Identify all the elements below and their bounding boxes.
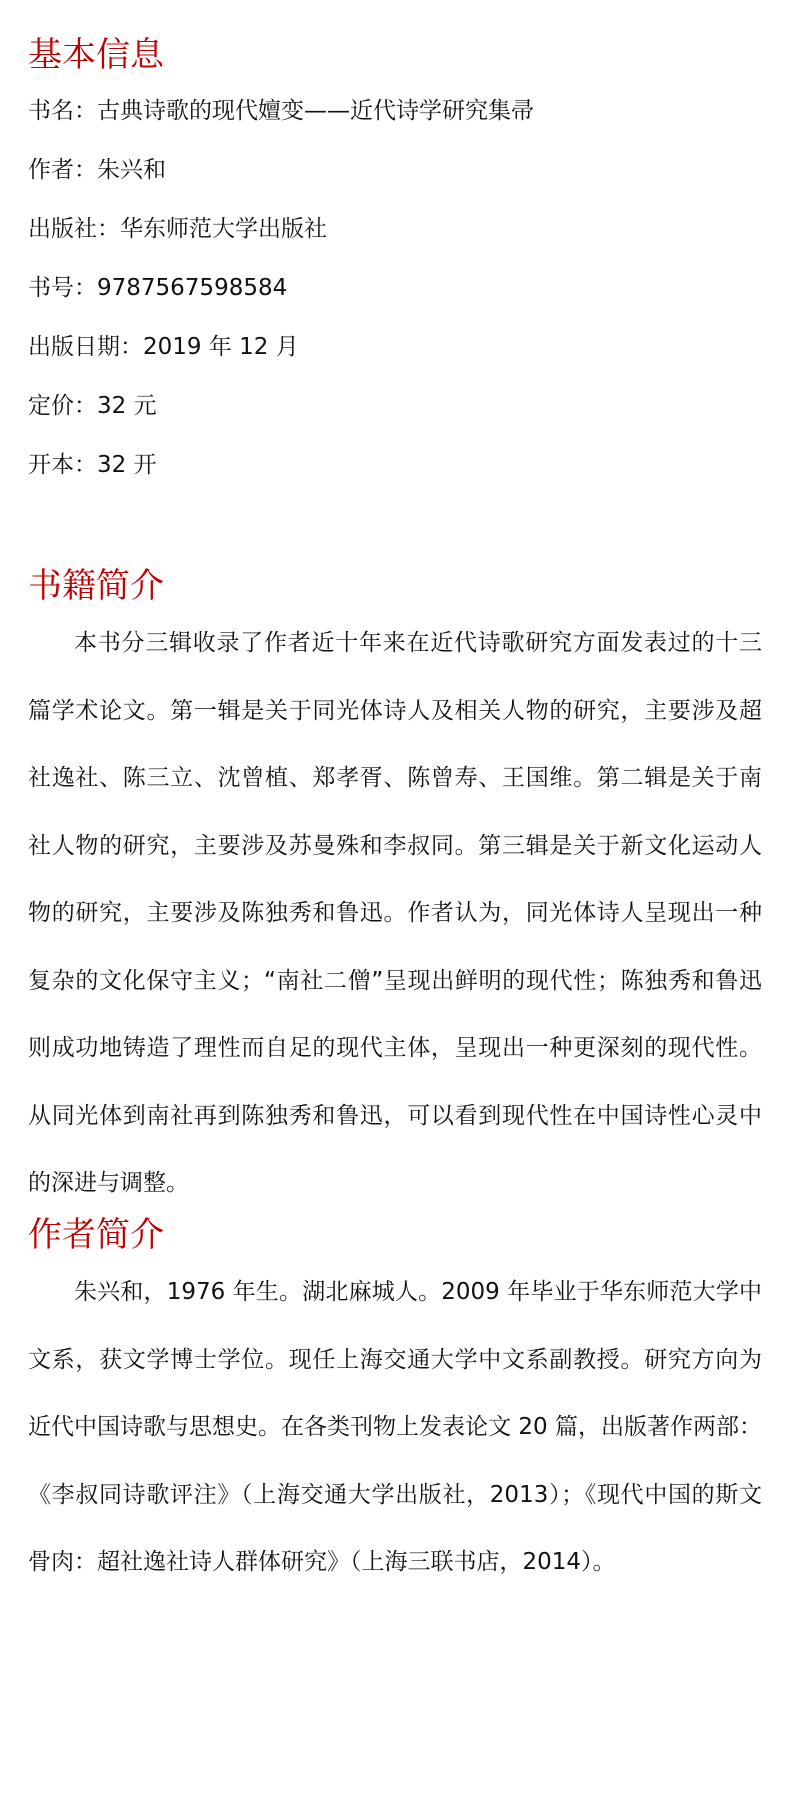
author-intro-heading: 作者简介 (28, 1215, 164, 1255)
info-row-title: 书名：古典诗歌的现代嬗变——近代诗学研究集帚 (28, 98, 534, 124)
book-intro-paragraph: 本书分三辑收录了作者近十年来在近代诗歌研究方面发表过的十三篇学术论文。第一辑是关于同光体诗人及相关人物的研究，主要涉及超社逸社、陈三立、沈曾植、郑孝胥、陈曾寿、王国维。第二辑是关于南社人物的研究，主要涉及苏曼殊和李叔同。第三辑是关于新文化运动人物的研究，主要涉及陈独秀和鲁迅。作者认为，同光体诗人呈现出一种复杂的文化保守主义；“南社二僧”呈现出鲜明的现代性；陈独秀和鲁迅则成功地铸造了理性而自足的现代主体，呈现出一种更深刻的现代性。从同光体到南社再到陈独秀和鲁迅，可以看到现代性在中国诗性心灵中的深进与调整。 (28, 630, 762, 1196)
info-row-publisher: 出版社：华东师范大学出版社 (28, 216, 327, 242)
info-row-format: 开本：32 开 (28, 452, 157, 478)
info-row-price: 定价：32 元 (28, 393, 157, 419)
author-intro-paragraph: 朱兴和，1976 年生。湖北麻城人。2009 年毕业于华东师范大学中文系，获文学博士学位。现任上海交通大学中文系副教授。研究方向为近代中国诗歌与思想史。在各类刊物上发表论文 20 篇，出版著作两部：《李叔同诗歌评注》（上海交通大学出版社，2013）；《现代中国的斯文骨肉：超社逸社诗人群体研究》（上海三联书店，2014）。 (28, 1279, 762, 1575)
book-intro-heading: 书籍简介 (28, 566, 164, 606)
info-row-author: 作者：朱兴和 (28, 157, 166, 183)
info-row-isbn: 书号：9787567598584 (28, 275, 288, 301)
basic-info-heading: 基本信息 (28, 35, 164, 75)
info-row-pub-date: 出版日期：2019 年 12 月 (28, 334, 299, 360)
